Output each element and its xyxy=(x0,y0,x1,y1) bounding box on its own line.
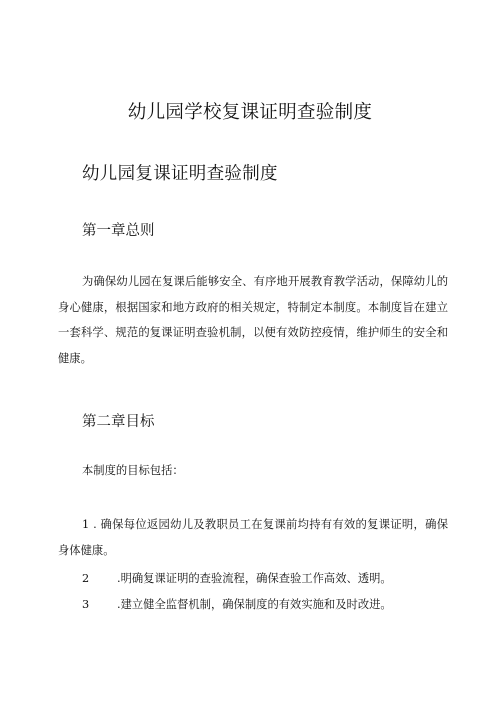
goal-item-2 xyxy=(82,566,392,592)
goal-item-2-text: .明确复课证明的查验流程，确保查验工作高效、透明。 xyxy=(117,572,392,585)
chapter-2-heading: 第二章目标 xyxy=(82,414,155,430)
goal-item-2-number: 2 xyxy=(82,572,90,585)
chapter-1-heading: 第一章总则 xyxy=(82,223,155,239)
goal-item-3 xyxy=(82,592,392,618)
goal-item-3-number: 3 xyxy=(82,598,90,611)
chapter-2-intro: 本制度的目标包括： xyxy=(82,464,184,477)
chapter-1-paragraph: 为确保幼儿园在复课后能够安全、有序地开展教育教学活动，保障幼儿的身心健康，根据国家和地方政府的相关规定，特制定本制度。本制度旨在建立一套科学、规范的复课证明查验机制，以便有效防控疫情，维护师生的安全和健康。 xyxy=(58,275,448,365)
document-subtitle: 幼儿园复课证明查验制度 xyxy=(82,164,278,184)
document-title: 幼儿园学校复课证明查验制度 xyxy=(127,102,373,123)
goal-item-1: 1 . 确保每位返园幼儿及教职员工在复课前均持有有效的复课证明，确保身体健康。 xyxy=(58,518,448,557)
goal-item-3-text: .建立健全监督机制，确保制度的有效实施和及时改进。 xyxy=(117,598,392,611)
